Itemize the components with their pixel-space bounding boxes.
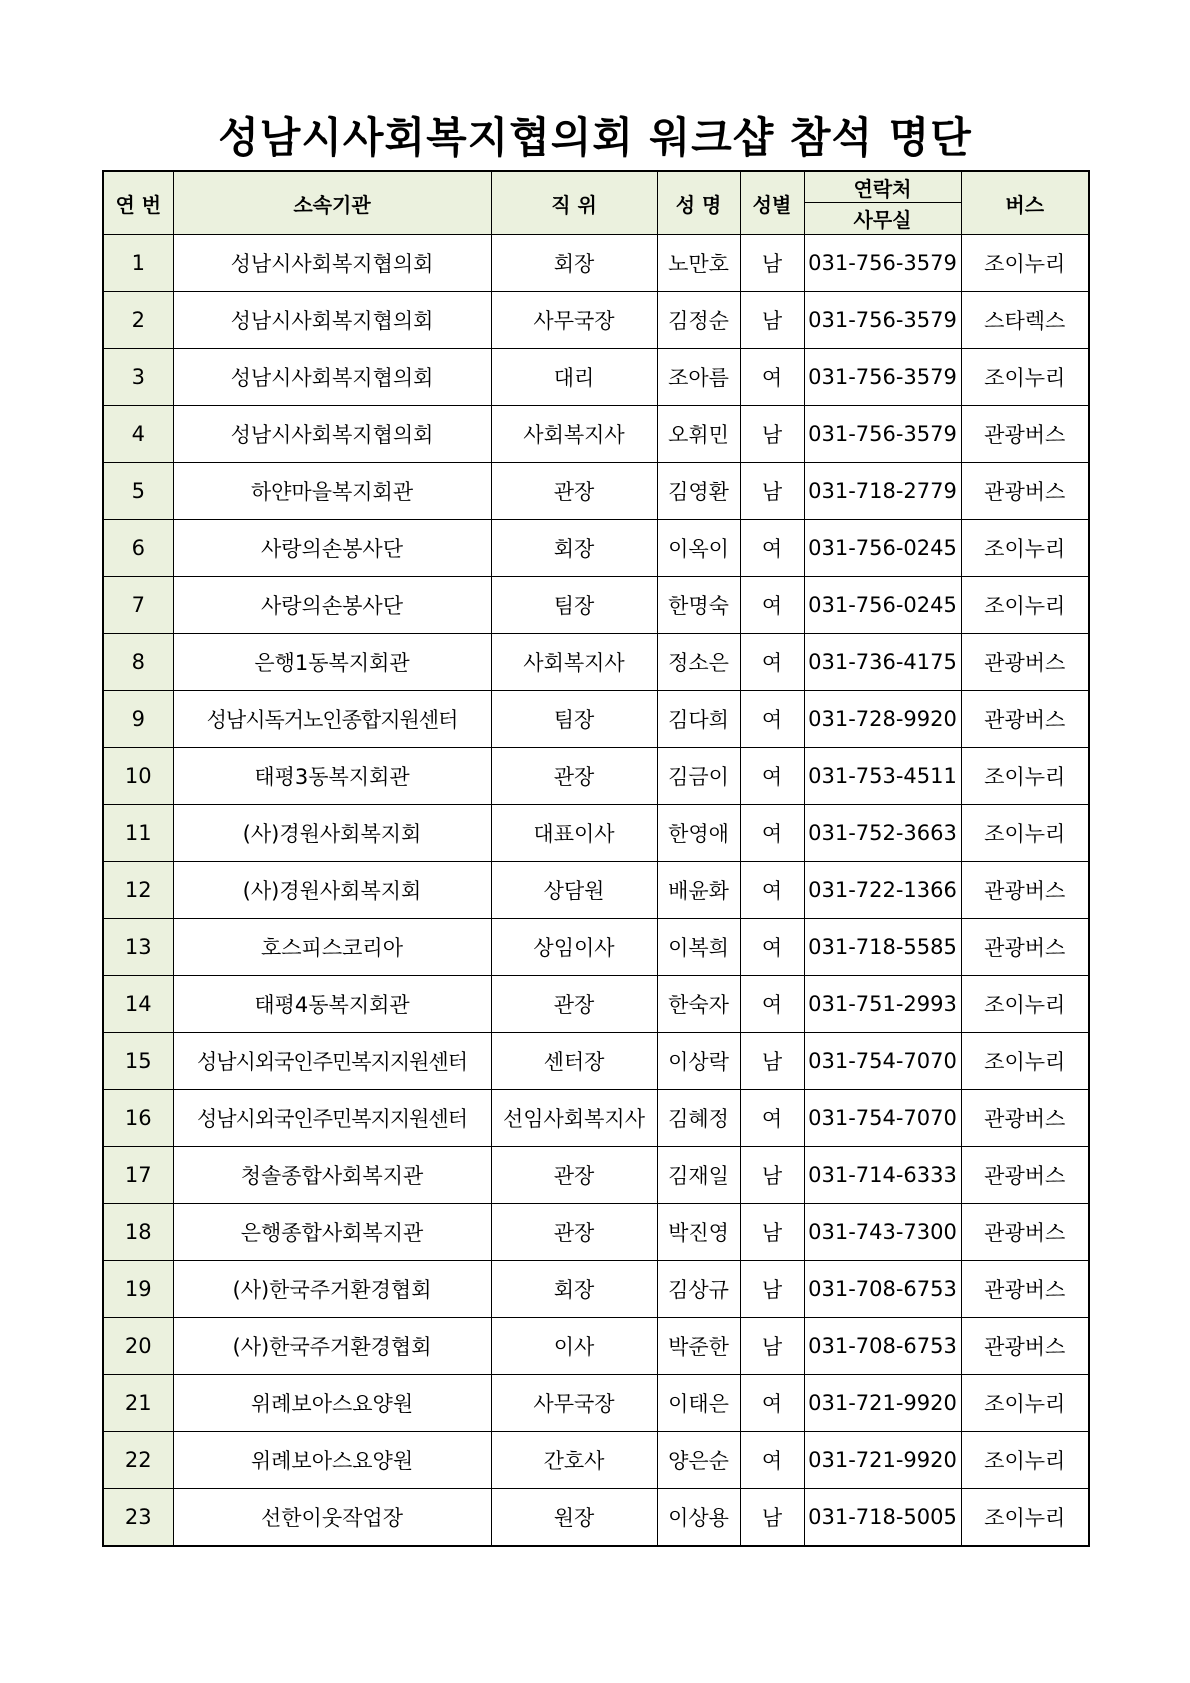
table-row (103, 406, 1089, 463)
row-no: 21 (103, 1375, 173, 1432)
gender-cell: 여 (740, 748, 804, 805)
org-cell: 성남시외국인주민복지지원센터 (173, 1033, 491, 1090)
table-header (103, 171, 1089, 235)
name-cell: 김금이 (657, 748, 740, 805)
position-cell: 관장 (491, 1204, 657, 1261)
table-row (103, 1432, 1089, 1489)
name-cell: 한명숙 (657, 577, 740, 634)
org-cell: 성남시독거노인종합지원센터 (173, 691, 491, 748)
phone-cell: 031-718-2779 (804, 463, 961, 520)
phone-cell: 031-756-0245 (804, 520, 961, 577)
row-no: 11 (103, 805, 173, 862)
org-cell: 태평3동복지회관 (173, 748, 491, 805)
bus-cell: 조이누리 (961, 805, 1089, 862)
name-cell: 김상규 (657, 1261, 740, 1318)
org-cell: 성남시사회복지협의회 (173, 292, 491, 349)
row-no: 14 (103, 976, 173, 1033)
position-cell: 대표이사 (491, 805, 657, 862)
header-contact: 연락처 (804, 171, 961, 203)
gender-cell: 여 (740, 805, 804, 862)
row-no: 3 (103, 349, 173, 406)
name-cell: 한영애 (657, 805, 740, 862)
row-no: 15 (103, 1033, 173, 1090)
table-row (103, 691, 1089, 748)
name-cell: 양은순 (657, 1432, 740, 1489)
bus-cell: 조이누리 (961, 1432, 1089, 1489)
name-cell: 이태은 (657, 1375, 740, 1432)
attendee-table (102, 170, 1090, 1547)
position-cell: 관장 (491, 748, 657, 805)
phone-cell: 031-714-6333 (804, 1147, 961, 1204)
header-org: 소속기관 (173, 171, 491, 235)
org-cell: (사)한국주거환경협회 (173, 1261, 491, 1318)
phone-cell: 031-708-6753 (804, 1318, 961, 1375)
bus-cell: 관광버스 (961, 1261, 1089, 1318)
org-cell: 사랑의손봉사단 (173, 577, 491, 634)
gender-cell: 남 (740, 235, 804, 292)
org-cell: 청솔종합사회복지관 (173, 1147, 491, 1204)
phone-cell: 031-718-5005 (804, 1489, 961, 1547)
gender-cell: 남 (740, 1489, 804, 1547)
name-cell: 박진영 (657, 1204, 740, 1261)
bus-cell: 관광버스 (961, 1204, 1089, 1261)
name-cell: 배윤화 (657, 862, 740, 919)
gender-cell: 여 (740, 634, 804, 691)
phone-cell: 031-756-3579 (804, 292, 961, 349)
org-cell: (사)한국주거환경협회 (173, 1318, 491, 1375)
position-cell: 관장 (491, 1147, 657, 1204)
org-cell: 위례보아스요양원 (173, 1432, 491, 1489)
position-cell: 관장 (491, 463, 657, 520)
gender-cell: 여 (740, 976, 804, 1033)
name-cell: 박준한 (657, 1318, 740, 1375)
org-cell: (사)경원사회복지회 (173, 805, 491, 862)
position-cell: 상담원 (491, 862, 657, 919)
name-cell: 조아름 (657, 349, 740, 406)
phone-cell: 031-756-3579 (804, 406, 961, 463)
position-cell: 관장 (491, 976, 657, 1033)
bus-cell: 관광버스 (961, 463, 1089, 520)
org-cell: 은행1동복지회관 (173, 634, 491, 691)
table-row (103, 235, 1089, 292)
org-cell: 하얀마을복지회관 (173, 463, 491, 520)
table-row (103, 1318, 1089, 1375)
org-cell: 사랑의손봉사단 (173, 520, 491, 577)
header-office: 사무실 (804, 203, 961, 235)
row-no: 6 (103, 520, 173, 577)
name-cell: 한숙자 (657, 976, 740, 1033)
gender-cell: 남 (740, 406, 804, 463)
table-row (103, 1147, 1089, 1204)
header-position: 직 위 (491, 171, 657, 235)
phone-cell: 031-743-7300 (804, 1204, 961, 1261)
gender-cell: 여 (740, 1375, 804, 1432)
bus-cell: 조이누리 (961, 349, 1089, 406)
name-cell: 이상락 (657, 1033, 740, 1090)
name-cell: 정소은 (657, 634, 740, 691)
name-cell: 노만호 (657, 235, 740, 292)
position-cell: 이사 (491, 1318, 657, 1375)
row-no: 4 (103, 406, 173, 463)
bus-cell: 조이누리 (961, 1033, 1089, 1090)
row-no: 2 (103, 292, 173, 349)
bus-cell: 조이누리 (961, 235, 1089, 292)
table-row (103, 577, 1089, 634)
bus-cell: 스타렉스 (961, 292, 1089, 349)
header-name: 성 명 (657, 171, 740, 235)
phone-cell: 031-736-4175 (804, 634, 961, 691)
row-no: 20 (103, 1318, 173, 1375)
row-no: 17 (103, 1147, 173, 1204)
gender-cell: 여 (740, 691, 804, 748)
table-row (103, 1204, 1089, 1261)
position-cell: 회장 (491, 235, 657, 292)
bus-cell: 조이누리 (961, 748, 1089, 805)
table-row (103, 1261, 1089, 1318)
name-cell: 김혜정 (657, 1090, 740, 1147)
name-cell: 오휘민 (657, 406, 740, 463)
row-no: 10 (103, 748, 173, 805)
gender-cell: 남 (740, 1204, 804, 1261)
name-cell: 김다희 (657, 691, 740, 748)
row-no: 22 (103, 1432, 173, 1489)
phone-cell: 031-728-9920 (804, 691, 961, 748)
position-cell: 선임사회복지사 (491, 1090, 657, 1147)
position-cell: 사무국장 (491, 1375, 657, 1432)
row-no: 18 (103, 1204, 173, 1261)
phone-cell: 031-751-2993 (804, 976, 961, 1033)
name-cell: 김영환 (657, 463, 740, 520)
name-cell: 이복희 (657, 919, 740, 976)
phone-cell: 031-753-4511 (804, 748, 961, 805)
row-no: 7 (103, 577, 173, 634)
table-row (103, 349, 1089, 406)
row-no: 19 (103, 1261, 173, 1318)
phone-cell: 031-722-1366 (804, 862, 961, 919)
phone-cell: 031-721-9920 (804, 1375, 961, 1432)
position-cell: 팀장 (491, 577, 657, 634)
bus-cell: 조이누리 (961, 577, 1089, 634)
row-no: 1 (103, 235, 173, 292)
org-cell: 은행종합사회복지관 (173, 1204, 491, 1261)
org-cell: 성남시사회복지협의회 (173, 349, 491, 406)
row-no: 9 (103, 691, 173, 748)
page-title: 성남시사회복지협의회 워크샵 참석 명단 (218, 113, 972, 162)
org-cell: 성남시사회복지협의회 (173, 235, 491, 292)
table-row (103, 805, 1089, 862)
position-cell: 센터장 (491, 1033, 657, 1090)
phone-cell: 031-756-3579 (804, 349, 961, 406)
org-cell: (사)경원사회복지회 (173, 862, 491, 919)
row-no: 8 (103, 634, 173, 691)
gender-cell: 남 (740, 292, 804, 349)
org-cell: 태평4동복지회관 (173, 976, 491, 1033)
table-row (103, 976, 1089, 1033)
gender-cell: 여 (740, 1090, 804, 1147)
org-cell: 성남시사회복지협의회 (173, 406, 491, 463)
org-cell: 선한이웃작업장 (173, 1489, 491, 1547)
table-row (103, 292, 1089, 349)
position-cell: 사무국장 (491, 292, 657, 349)
org-cell: 위례보아스요양원 (173, 1375, 491, 1432)
name-cell: 이상용 (657, 1489, 740, 1547)
bus-cell: 관광버스 (961, 406, 1089, 463)
name-cell: 김재일 (657, 1147, 740, 1204)
gender-cell: 남 (740, 463, 804, 520)
position-cell: 회장 (491, 520, 657, 577)
position-cell: 회장 (491, 1261, 657, 1318)
phone-cell: 031-718-5585 (804, 919, 961, 976)
phone-cell: 031-754-7070 (804, 1033, 961, 1090)
table-row (103, 1033, 1089, 1090)
position-cell: 팀장 (491, 691, 657, 748)
bus-cell: 조이누리 (961, 520, 1089, 577)
bus-cell: 조이누리 (961, 1375, 1089, 1432)
bus-cell: 관광버스 (961, 691, 1089, 748)
row-no: 5 (103, 463, 173, 520)
position-cell: 간호사 (491, 1432, 657, 1489)
table-row (103, 1375, 1089, 1432)
phone-cell: 031-756-0245 (804, 577, 961, 634)
gender-cell: 여 (740, 577, 804, 634)
bus-cell: 관광버스 (961, 919, 1089, 976)
header-bus: 버스 (961, 171, 1089, 235)
org-cell: 호스피스코리아 (173, 919, 491, 976)
phone-cell: 031-752-3663 (804, 805, 961, 862)
position-cell: 대리 (491, 349, 657, 406)
org-cell: 성남시외국인주민복지지원센터 (173, 1090, 491, 1147)
position-cell: 사회복지사 (491, 634, 657, 691)
header-gender: 성별 (740, 171, 804, 235)
table-row (103, 862, 1089, 919)
table-row (103, 748, 1089, 805)
bus-cell: 관광버스 (961, 1318, 1089, 1375)
bus-cell: 관광버스 (961, 862, 1089, 919)
table-row (103, 919, 1089, 976)
phone-cell: 031-756-3579 (804, 235, 961, 292)
header-no: 연 번 (103, 171, 173, 235)
phone-cell: 031-721-9920 (804, 1432, 961, 1489)
table-row (103, 463, 1089, 520)
gender-cell: 여 (740, 1432, 804, 1489)
table-body (103, 235, 1089, 1547)
table-row (103, 1489, 1089, 1547)
position-cell: 원장 (491, 1489, 657, 1547)
bus-cell: 조이누리 (961, 1489, 1089, 1547)
phone-cell: 031-754-7070 (804, 1090, 961, 1147)
table-row (103, 520, 1089, 577)
bus-cell: 조이누리 (961, 976, 1089, 1033)
gender-cell: 남 (740, 1318, 804, 1375)
row-no: 12 (103, 862, 173, 919)
table-row (103, 634, 1089, 691)
gender-cell: 여 (740, 349, 804, 406)
bus-cell: 관광버스 (961, 1090, 1089, 1147)
gender-cell: 여 (740, 862, 804, 919)
gender-cell: 여 (740, 520, 804, 577)
row-no: 16 (103, 1090, 173, 1147)
bus-cell: 관광버스 (961, 1147, 1089, 1204)
phone-cell: 031-708-6753 (804, 1261, 961, 1318)
name-cell: 김정순 (657, 292, 740, 349)
position-cell: 사회복지사 (491, 406, 657, 463)
gender-cell: 남 (740, 1033, 804, 1090)
position-cell: 상임이사 (491, 919, 657, 976)
table-row (103, 1090, 1089, 1147)
bus-cell: 관광버스 (961, 634, 1089, 691)
gender-cell: 여 (740, 919, 804, 976)
row-no: 13 (103, 919, 173, 976)
gender-cell: 남 (740, 1261, 804, 1318)
name-cell: 이옥이 (657, 520, 740, 577)
row-no: 23 (103, 1489, 173, 1547)
gender-cell: 남 (740, 1147, 804, 1204)
